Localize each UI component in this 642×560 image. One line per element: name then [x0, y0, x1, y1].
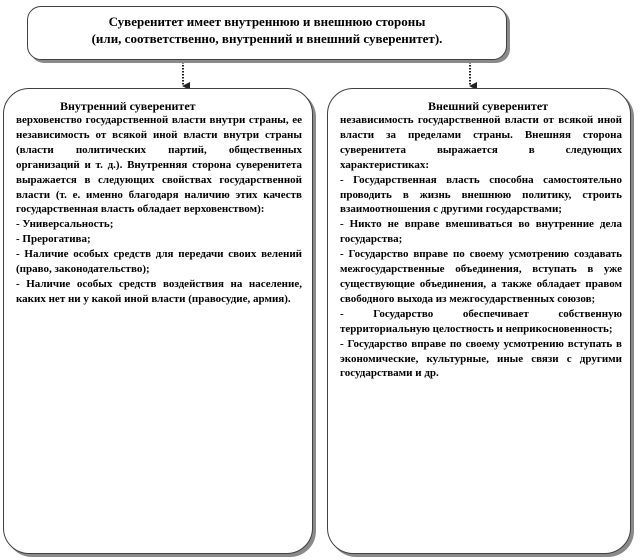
external-sovereignty-text [340, 113, 622, 381]
internal-item: - Универсальность; [16, 218, 114, 231]
internal-item: - Наличие особых средств воздействия на население, каких нет ни у какой иной власти (правосудие, армия). [16, 277, 302, 305]
external-sovereignty-title: Внешний суверенитет [428, 99, 549, 113]
external-item: - Никто не вправе вмешиваться во внутренние дела государства; [340, 218, 622, 246]
internal-sovereignty-text [16, 113, 302, 307]
external-item: - Государственная власть способна самостоятельно проводить в жизнь внешнюю политику, строить взаимоотношения с другими государствами; [340, 173, 622, 216]
external-sovereignty-intro: независимость государственной власти от всякой иной власти за пределами страны. Внешняя сторона суверенитета выражается в следующих характеристиках: [340, 114, 622, 171]
top-box-line-2: (или, соответственно, внутренний и внешний суверенитет). [91, 31, 443, 46]
external-item: - Государство вправе по своему усмотрению создавать межгосударственные объединения, вступать в уже существующие объединения, а также обладает правом свободного выхода из межгосударственных союзов; [340, 248, 622, 305]
external-sovereignty-box [327, 88, 631, 554]
internal-sovereignty-intro: верховенство государственной власти внутри страны, ее независимость от всякой иной власти внутри страны (власти политических партий, общественных организаций и т. д.). Внутренняя сторона суверенитета выражается в следующих свойствах государственной власти (т. е. именно благодаря наличию этих качеств государственная власть обладает верховенством): [16, 114, 302, 216]
internal-sovereignty-title: Внутренний суверенитет [60, 99, 196, 113]
top-box-line-1: Суверенитет имеет внутреннюю и внешнюю стороны [108, 14, 426, 29]
external-item: - Государство вправе по своему усмотрению вступать в экономические, культурные, иные связи с другими государствами и др. [340, 337, 622, 380]
external-item: - Государство обеспечивает собственную территориальную целостность и неприкосновенность; [340, 307, 622, 335]
top-box-sovereignty [27, 6, 507, 60]
internal-item: - Наличие особых средств для передачи своих велений (право, законодательство); [16, 248, 302, 276]
internal-sovereignty-box [3, 88, 313, 554]
internal-item: - Прерогатива; [16, 233, 91, 246]
